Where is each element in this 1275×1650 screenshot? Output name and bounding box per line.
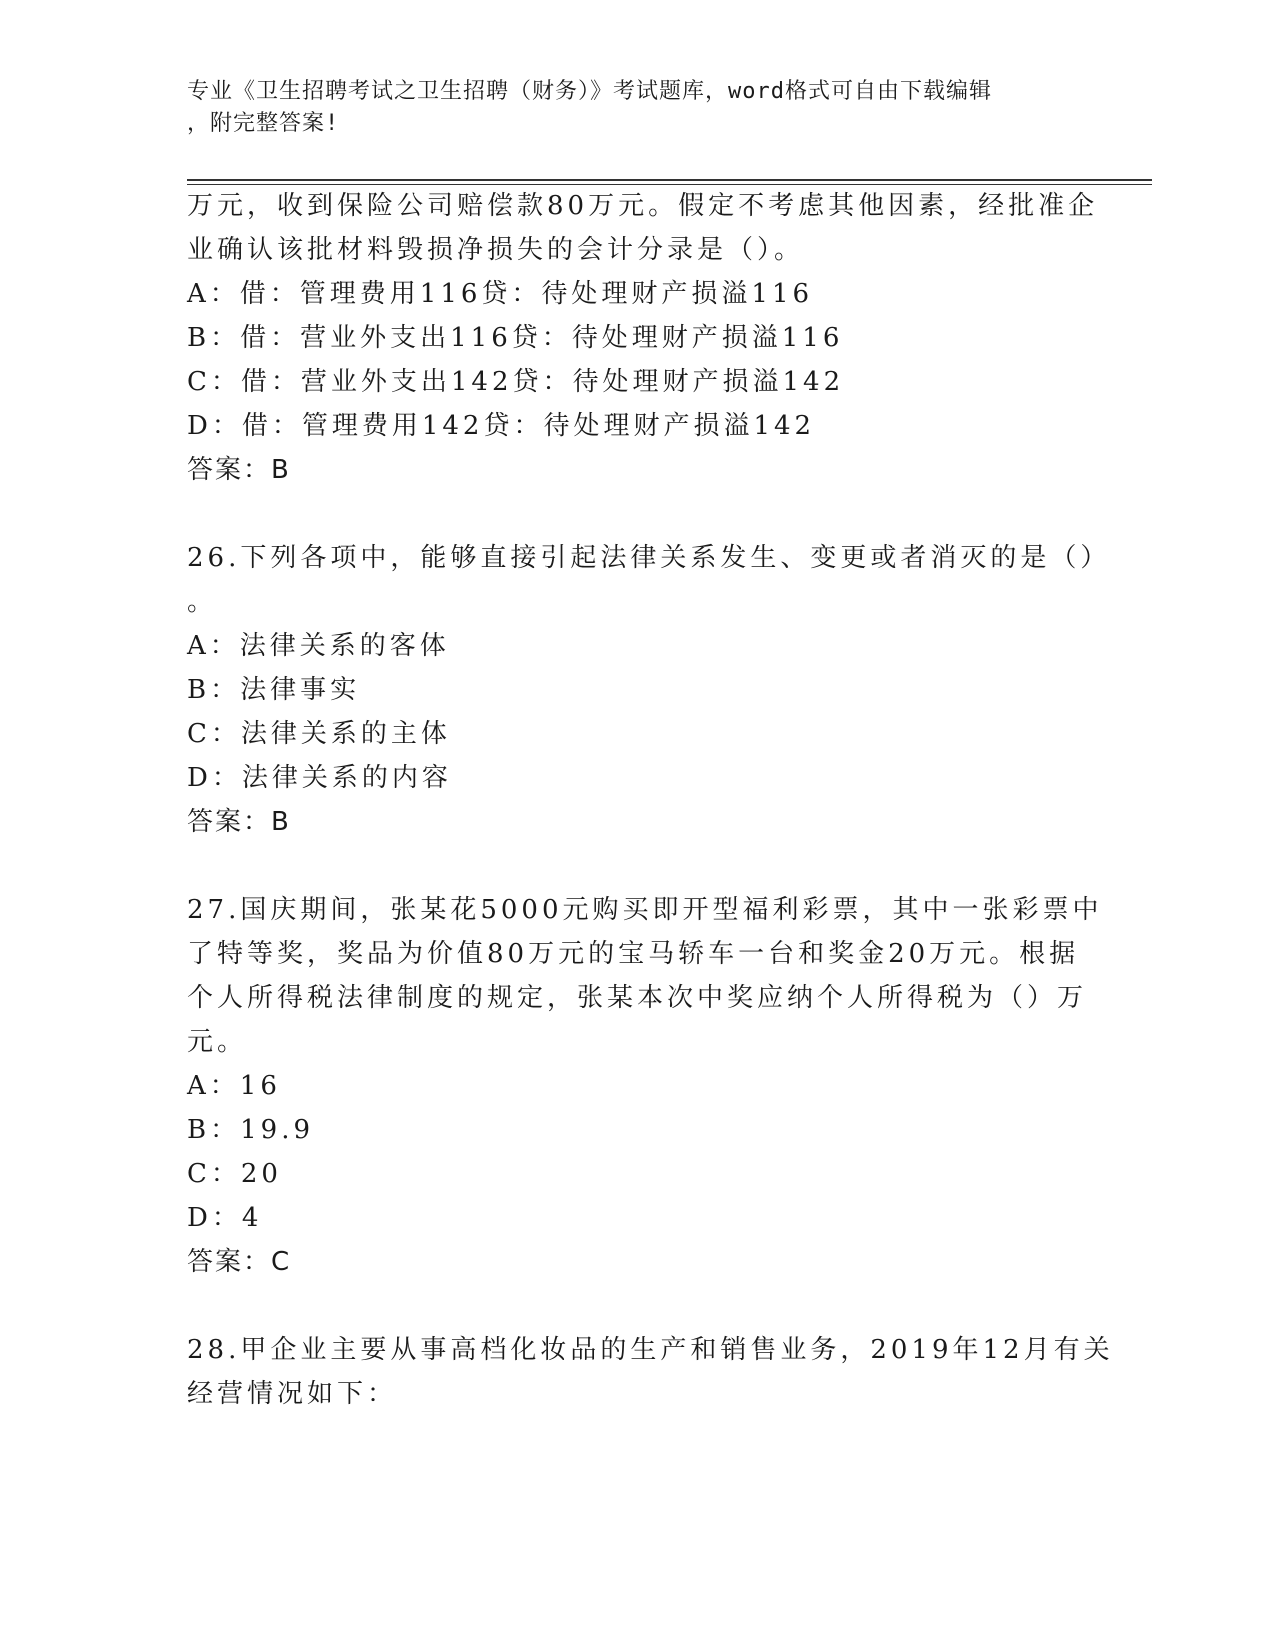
q27-answer: 答案：C — [187, 1247, 292, 1277]
q27-text-line-1: 27.国庆期间，张某花5000元购买即开型福利彩票，其中一张彩票中 — [187, 895, 1103, 925]
q25-answer: 答案：B — [187, 455, 291, 485]
header-line-2: ，附完整答案! — [187, 111, 340, 136]
q27-text-line-3: 个人所得税法律制度的规定，张某本次中奖应纳个人所得税为（）万 — [187, 983, 1088, 1013]
q25-option-a: A：借：管理费用116贷：待处理财产损溢116 — [187, 279, 814, 309]
q26-text-line-1: 26.下列各项中，能够直接引起法律关系发生、变更或者消灭的是（） — [187, 543, 1111, 573]
q25-text-line-1: 万元，收到保险公司赔偿款80万元。假定不考虑其他因素，经批准企 — [187, 191, 1099, 221]
q27-text-line-4: 元。 — [187, 1027, 248, 1057]
q27-option-a: A：16 — [187, 1071, 281, 1101]
header-divider-thick — [187, 179, 1152, 181]
q25-text-line-2: 业确认该批材料毁损净损失的会计分录是（）。 — [187, 235, 805, 265]
q26-option-b: B：法律事实 — [187, 675, 361, 705]
q25-option-d: D：借：管理费用142贷：待处理财产损溢142 — [187, 411, 816, 441]
q27-option-c: C：20 — [187, 1159, 282, 1189]
q26-option-a: A：法律关系的客体 — [187, 631, 450, 661]
q28-text-line-1: 28.甲企业主要从事高档化妆品的生产和销售业务，2019年12月有关 — [187, 1335, 1114, 1365]
document-header — [187, 76, 1067, 140]
q25-option-b: B：借：营业外支出116贷：待处理财产损溢116 — [187, 323, 844, 353]
header-divider-thin — [187, 184, 1152, 185]
q26-text-line-2: 。 — [187, 587, 218, 617]
q26-answer: 答案：B — [187, 807, 291, 837]
q27-option-b: B：19.9 — [187, 1115, 314, 1145]
q27-text-line-2: 了特等奖，奖品为价值80万元的宝马轿车一台和奖金20万元。根据 — [187, 939, 1080, 969]
q26-option-c: C：法律关系的主体 — [187, 719, 451, 749]
q28-text-line-2: 经营情况如下： — [187, 1379, 398, 1409]
q26-option-d: D：法律关系的内容 — [187, 763, 452, 793]
q27-option-d: D：4 — [187, 1203, 263, 1233]
q25-option-c: C：借：营业外支出142贷：待处理财产损溢142 — [187, 367, 845, 397]
header-line-1: 专业《卫生招聘考试之卫生招聘（财务）》考试题库，word格式可自由下载编辑 — [187, 79, 992, 104]
